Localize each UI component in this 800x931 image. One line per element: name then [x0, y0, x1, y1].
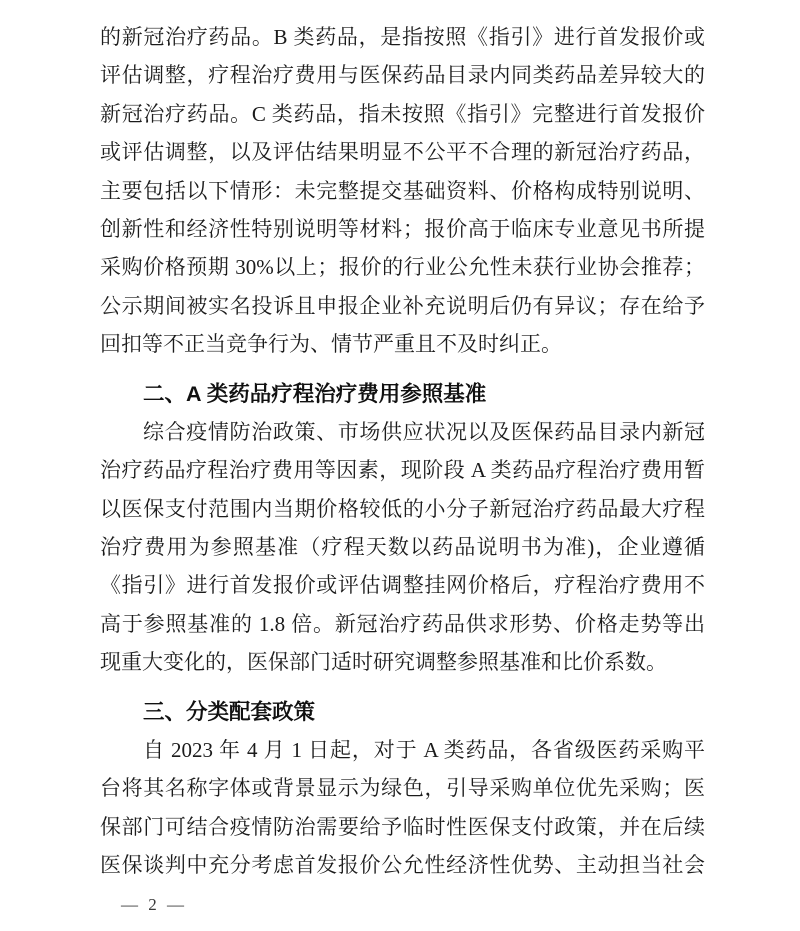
- text-line: 高于参照基准的 1.8 倍。新冠治疗药品供求形势、价格走势等出: [100, 611, 705, 636]
- text-line: 或评估调整，以及评估结果明显不公平不合理的新冠治疗药品，: [100, 140, 705, 165]
- text-line: 医保谈判中充分考虑首发报价公允性经济性优势、主动担当社会: [100, 853, 705, 878]
- text-line: 治疗药品疗程治疗费用等因素，现阶段 A 类药品疗程治疗费用暂: [100, 458, 705, 483]
- text-line: 综合疫情防治政策、市场供应状况以及医保药品目录内新冠: [143, 419, 705, 444]
- document-content: [100, 18, 705, 885]
- text-line: 新冠治疗药品。C 类药品，指未按照《指引》完整进行首发报价: [100, 101, 705, 126]
- text-line: 采购价格预期 30%以上；报价的行业公允性未获行业协会推荐；: [100, 255, 705, 280]
- paragraph-classified-policies: [100, 731, 705, 885]
- text-line: 公示期间被实名投诉且申报企业补充说明后仍有异议；存在给予: [100, 293, 705, 318]
- text-line: 《指引》进行首发报价或评估调整挂网价格后，疗程治疗费用不: [100, 573, 705, 598]
- text-line: 评估调整，疗程治疗费用与医保药品目录内同类药品差异较大的: [100, 63, 705, 88]
- section-heading-3: 三、分类配套政策: [143, 699, 316, 724]
- text-line: 主要包括以下情形：未完整提交基础资料、价格构成特别说明、: [100, 178, 705, 203]
- text-line: 保部门可结合疫情防治需要给予临时性医保支付政策，并在后续: [100, 814, 705, 839]
- text-line: 台将其名称字体或背景显示为绿色，引导采购单位优先采购；医: [100, 776, 705, 801]
- text-line: 自 2023 年 4 月 1 日起，对于 A 类药品，各省级医药采购平: [143, 738, 705, 763]
- text-line: 创新性和经济性特别说明等材料；报价高于临床专业意见书所提: [100, 216, 705, 241]
- paragraph-reference-benchmark: [100, 413, 705, 682]
- text-line: 治疗费用为参照基准（疗程天数以药品说明书为准)，企业遵循: [100, 535, 705, 560]
- text-line: 回扣等不正当竞争行为、情节严重且不及时纠正。: [100, 332, 562, 357]
- text-line: 以医保支付范围内当期价格较低的小分子新冠治疗药品最大疗程: [100, 496, 705, 521]
- text-line: 现重大变化的，医保部门适时研究调整参照基准和比价系数。: [100, 650, 667, 675]
- text-line: 的新冠治疗药品。B 类药品，是指按照《指引》进行首发报价或: [100, 25, 705, 49]
- section-heading-2: 二、A 类药品疗程治疗费用参照基准: [143, 381, 487, 406]
- paragraph-abc-drug-classes: [100, 18, 705, 364]
- page-number: — 2 —: [121, 895, 187, 914]
